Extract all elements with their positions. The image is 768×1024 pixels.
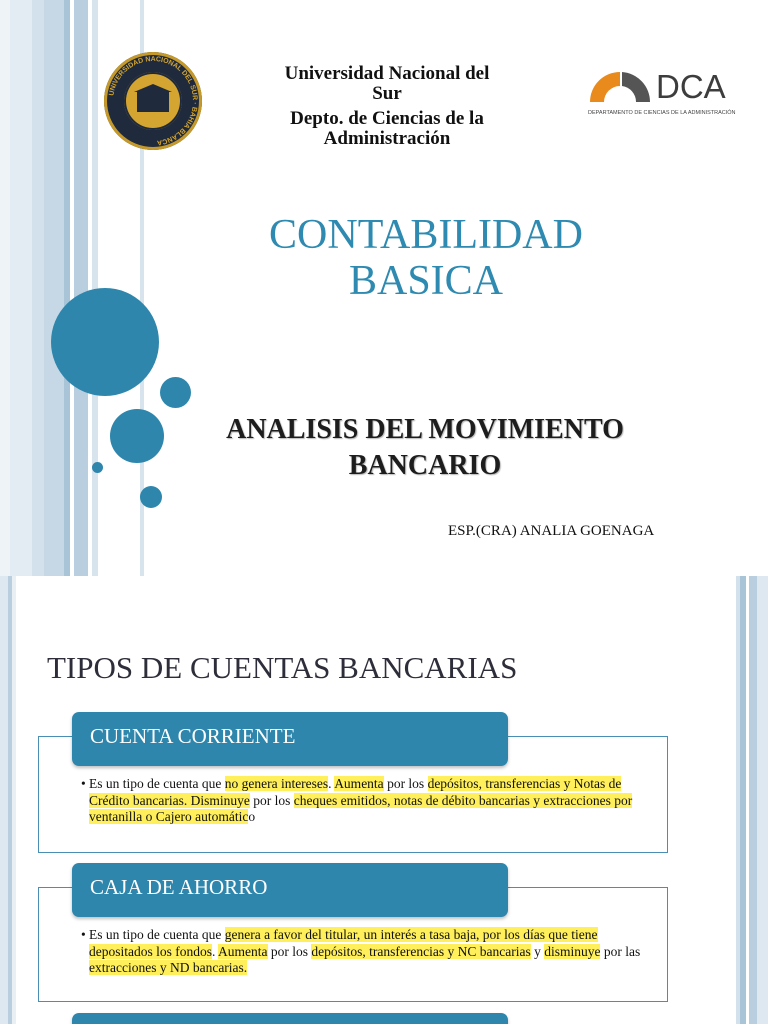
- dca-logo-text: DCA: [656, 68, 726, 105]
- section-heading: CAJA DE AHORRO: [90, 875, 268, 899]
- decorative-stripe: [44, 0, 64, 576]
- dca-logo-subtext: DEPARTAMENTO DE CIENCIAS DE LA ADMINISTRACIÓN: [588, 110, 736, 116]
- decorative-stripe: [757, 576, 768, 1024]
- highlighted-text: depósitos, transferencias y NC bancarias: [311, 943, 531, 959]
- decorative-stripe: [74, 0, 88, 576]
- text-segment: .: [328, 776, 335, 791]
- text-segment: .: [212, 943, 219, 959]
- subtitle-line1: ANALISIS DEL MOVIMIENTO: [226, 414, 624, 445]
- university-seal-logo: [104, 52, 202, 150]
- highlighted-text: Aumenta: [334, 776, 384, 791]
- text-segment: o: [248, 809, 256, 824]
- bullet: •: [81, 927, 86, 942]
- author-name: ESP.(CRA) ANALIA GOENAGA: [448, 523, 655, 539]
- decorative-circle: [160, 377, 191, 408]
- description-text: [89, 776, 632, 824]
- decorative-circle: [110, 409, 164, 463]
- highlighted-text: Aumenta: [218, 943, 268, 959]
- decorative-circle: [51, 288, 159, 396]
- decorative-stripe: [749, 576, 757, 1024]
- department-name-line2: Administración: [323, 128, 451, 149]
- title-line2: BASICA: [348, 258, 504, 304]
- section-heading-tab-partial: [72, 1013, 508, 1024]
- text-segment: por los: [267, 943, 312, 959]
- department-name-line1: Depto. de Ciencias de la: [290, 108, 484, 129]
- highlighted-text: genera a favor del titular, un interés a tasa baja, por los días que tiene depositados los fondos: [89, 927, 598, 959]
- university-name-line2: Sur: [372, 83, 402, 104]
- decorative-stripe: [12, 576, 16, 1024]
- decorative-stripe: [10, 0, 32, 576]
- highlighted-text: extracciones y ND bancarias.: [89, 960, 248, 975]
- text-segment: Es un tipo de cuenta que: [89, 776, 225, 791]
- university-name-line1: Universidad Nacional del: [284, 63, 490, 84]
- subtitle-line2: BANCARIO: [348, 450, 502, 481]
- text-segment: por los: [383, 776, 428, 791]
- presentation-title: [210, 212, 642, 304]
- section-heading-tab: [72, 863, 508, 917]
- highlighted-text: cheques emitidos, notas de débito bancarias y extracciones por ventanilla o Cajero automátic: [89, 792, 633, 824]
- decorative-stripe: [0, 0, 10, 576]
- seal-text: UNIVERSIDAD NACIONAL DEL SUR · BAHIA BLANCA: [108, 55, 199, 146]
- decorative-circle: [140, 486, 162, 508]
- section-description: [81, 776, 649, 826]
- section-heading-tab: [72, 712, 508, 766]
- text-segment: Es un tipo de cuenta que: [89, 927, 225, 942]
- dca-logo-icon: [588, 66, 652, 106]
- description-text: [89, 927, 640, 975]
- dca-logo: [588, 66, 738, 122]
- highlighted-text: no genera intereses: [224, 776, 329, 791]
- content-slide: [0, 576, 768, 1024]
- title-line1: CONTABILIDAD: [269, 212, 583, 258]
- bullet: •: [81, 776, 86, 791]
- presentation-subtitle: [170, 412, 680, 484]
- text-segment: por las: [600, 943, 641, 959]
- section-description: [81, 927, 649, 977]
- highlighted-text: disminuye: [544, 943, 601, 959]
- slide-title: TIPOS DE CUENTAS BANCARIAS: [47, 650, 518, 685]
- text-segment: y: [530, 943, 545, 959]
- section-heading: CUENTA CORRIENTE: [90, 724, 296, 748]
- institution-heading: [232, 64, 542, 149]
- highlighted-text: depósitos, transferencias y Notas de Crédito bancarias. Disminuye: [89, 776, 622, 808]
- decorative-stripe: [32, 0, 44, 576]
- text-segment: por los: [249, 792, 294, 808]
- decorative-circle: [92, 462, 103, 473]
- decorative-stripe: [0, 576, 8, 1024]
